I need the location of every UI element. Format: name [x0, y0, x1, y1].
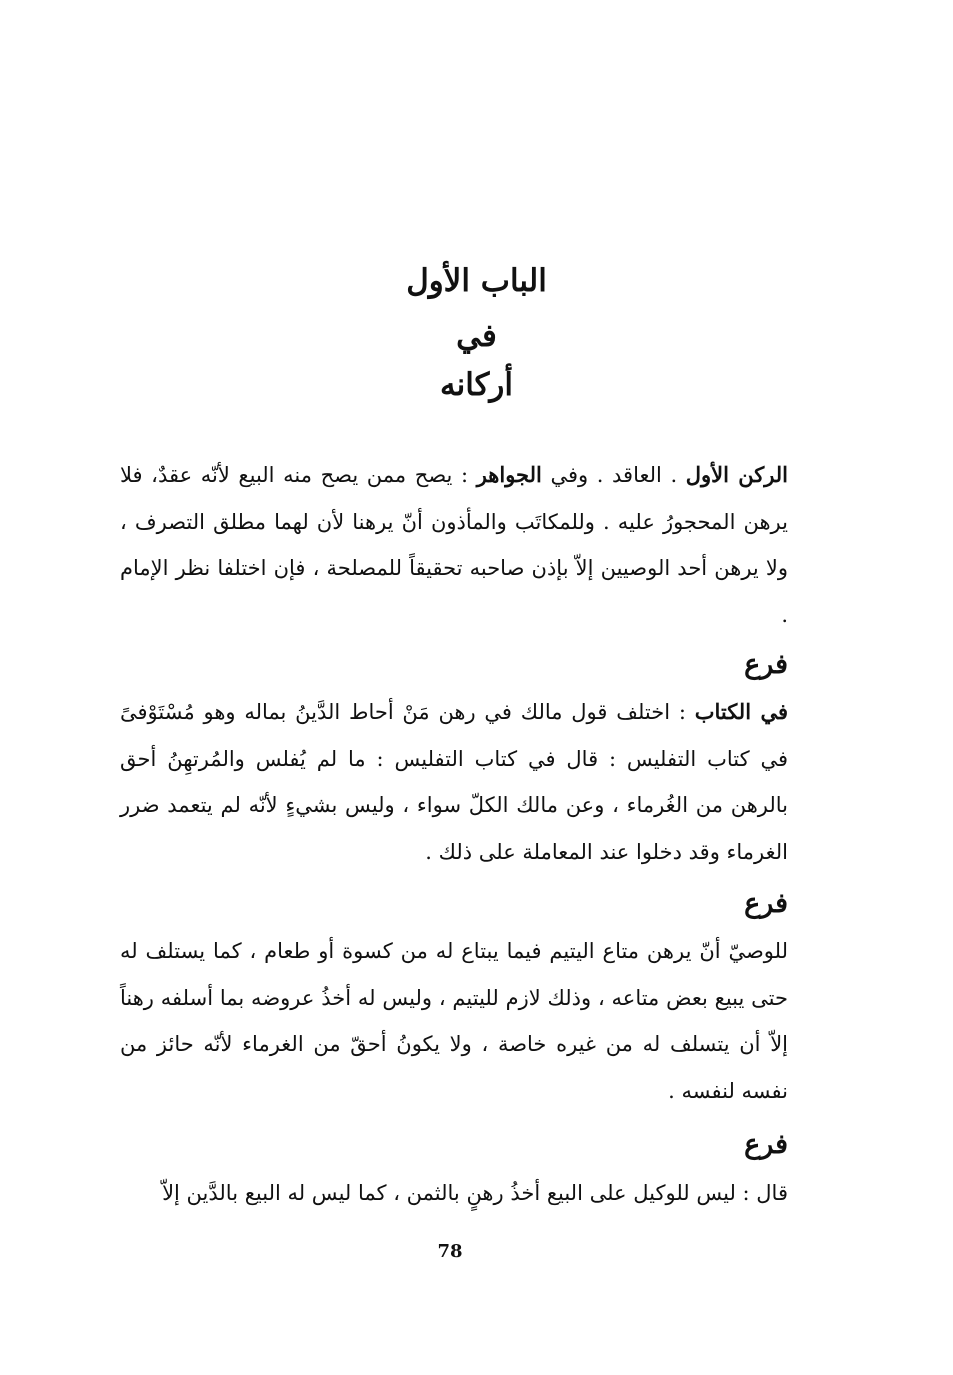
page-number: 78	[437, 1241, 463, 1262]
paragraph-text: . العاقد . وفي	[541, 463, 686, 487]
paragraph-text: قال : ليس للوكيل على البيع أخذُ رهنٍ بالثمن ، كما ليس له البيع بالدَّين إلاّ	[162, 1181, 788, 1205]
paragraph-text: للوصيّ أنّ يرهن متاع اليتيم فيما يبتاع له من كسوة أو طعام ، كما يستلف له حتى يبيع بعض متاعه ، وذلك لازم لليتيم ، وليس له أخذُ عروضه بما أسلفه رهناً إلاّ أن يتسلف له من غيره خاصة ، ولا يكونُ أحقّ من الغرماء لأنّه حائز من نفسه لنفسه .	[120, 939, 788, 1103]
source-name: الجواهر	[476, 462, 542, 487]
paragraph-text: : يصح ممن يصح منه البيع لأنّه عقدٌ، فلا يرهن المحجورُ عليه . وللمكاتَب والمأذون أنّ يرهنا لأن لهما مطلق التصرف ، ولا يرهن أحد الوصيين إلاّ بإذن صاحبه تحقيقاً للمصلحة ، فإن اختلفا نظر الإمام .	[120, 463, 788, 627]
paragraph-first-pillar	[120, 452, 788, 638]
chapter-title-line3: أركانه	[439, 367, 514, 403]
paragraph-book-ruling	[120, 689, 788, 875]
paragraph-agent	[120, 1170, 788, 1217]
paragraph-text: : اختلف قول مالك في رهن مَنْ أحاط الدَّينُ بماله وهو مُسْتَوْفىً في كتاب التفليس : قال في كتاب التفليس : ما لم يُفلس والمُرتهِنُ أحق بالرهن من الغُرماء ، وعن مالك الكلّ سواء ، وليس بشيءٍ لأنّه لم يتعمد ضرر الغرماء وقد دخلوا عند المعاملة على ذلك .	[120, 700, 788, 864]
section-heading-branch-1: فرع	[744, 649, 788, 680]
paragraph-lead: في الكتاب	[694, 699, 788, 724]
paragraph-guardian	[120, 928, 788, 1114]
chapter-title-line1: الباب الأول	[406, 263, 547, 299]
section-heading-branch-3: فرع	[744, 1129, 788, 1160]
paragraph-lead: الركن الأول	[685, 462, 789, 487]
section-heading-branch-2: فرع	[744, 888, 788, 919]
chapter-title-line2: في	[456, 318, 497, 354]
